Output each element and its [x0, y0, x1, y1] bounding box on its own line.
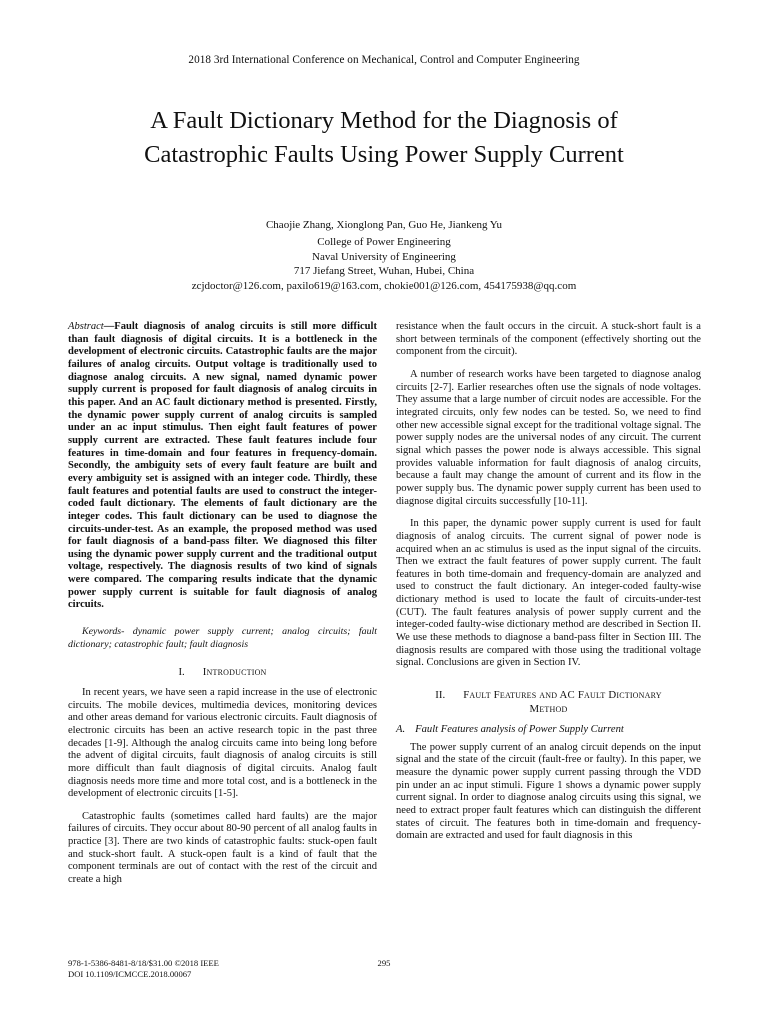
body-paragraph: The power supply current of an analog circuit depends on the input signal and the state of the circuit (fault-free or faulty). In this paper, we measure the dynamic power supply current passing through the VDD pin under an ac input stimuli. Figure 1 shows a dynamic power supply current signal. In order to diagnose analog circuits using this signal, we need to extract proper fault features which can distinguish the different states of circuit. The features both in time-domain and frequency-domain are extracted and used for fault diagnosis in this — [396, 741, 701, 842]
author-names: Chaojie Zhang, Xionglong Pan, Guo He, Jiankeng Yu — [265, 219, 503, 231]
body-paragraph: In this paper, the dynamic power supply current is used for fault diagnosis of analog circuits. The current signal of power node is acquired when an ac stimulus is used as the input signal of the circuits. Then we extract the fault features of power supply current. The fault features in both time-domain and frequency-domain are analyzed and used to construct the fault dictionary. An integer-coded faulty-wise dictionary method is used to locate the fault of circuits-under-test (CUT). The fault features analysis of power supply current and the integer-coded faulty-wise dictionary method are described in Section II. We use these methods to diagnose a band-pass filter in Section III. The diagnosis results are compared with those using the traditional voltage signal. Conclusions are given in Section IV. — [396, 518, 701, 669]
section-title: Introduction — [202, 665, 267, 678]
subsection-number: A. — [396, 724, 406, 736]
footer-isbn: 978-1-5386-8481-8/18/$31.00 ©2018 IEEE — [68, 958, 219, 968]
conference-header: 2018 3rd International Conference on Mechanical, Control and Computer Engineering — [188, 54, 580, 66]
author-block — [60, 218, 708, 293]
page-number: 295 — [377, 958, 391, 968]
subsection-title: Fault Features analysis of Power Supply Current — [415, 724, 624, 736]
footer-doi: DOI 10.1109/ICMCCE.2018.00067 — [68, 969, 192, 979]
right-column — [396, 321, 701, 853]
section-number: I. — [178, 665, 185, 678]
section-heading-introduction — [68, 665, 377, 679]
section-number: II. — [435, 689, 446, 702]
keywords: Keywords- dynamic power supply current; analog circuits; fault dictionary; catastrophic fault; fault diagnosis — [68, 626, 377, 650]
section-heading-fault-features — [396, 688, 701, 716]
affiliation-line: 717 Jiefang Street, Wuhan, Hubei, China — [293, 265, 475, 278]
section-title-line-1: Fault Features and AC Fault Dictionary — [463, 689, 662, 702]
title-line-1: A Fault Dictionary Method for the Diagnosis of — [150, 107, 618, 134]
affiliation-line: College of Power Engineering — [317, 236, 451, 249]
affiliation-line: Naval University of Engineering — [312, 250, 456, 263]
intro-paragraph: In recent years, we have seen a rapid increase in the use of electronic circuits. The mobile devices, multimedia devices, monitoring devices and other areas demand for various electronic circuits. Fault diagnosis of electronic circuits has been an active research topic in the past three decades [1-9]. Although the analog circuits came into being long before the advent of digital circuits, fault diagnosis of analog circuits is still more difficult than fault diagnosis of digital circuits. Analog fault diagnosis needs more time and more total cost, and is a bottleneck in the development of electronic circuits [1-5]. — [68, 686, 377, 800]
abstract-text: —Fault diagnosis of analog circuits is still more difficult than fault diagnosis of digital circuits. It is a bottleneck in the development of electronic circuits. Catastrophic faults are the major failures of analog circuits. Output voltage is traditionally used to diagnose analog circuits. A new signal, named dynamic power supply current is proposed for fault diagnosis of analog circuits in this paper. And an AC fault dictionary method is presented. Firstly, the dynamic power supply current of analog circuits is sampled under an ac input stimulus. Then eight fault features of power supply current are extracted. These fault features include four features in time-domain and four features in frequency-domain. Secondly, the ambiguity sets of every fault feature are built and every ambiguity set is assigned with an integer code. Thirdly, these fault features and potential faults are used to construct the integer-coded fault dictionary. The elements of fault dictionary are the integer codes. This fault dictionary can be used to diagnose the circuits-under-test. As an example, the proposed method was used for fault diagnosis of a band-pass filter. We diagnosed this filter using the dynamic power supply current and the traditional output voltage, respectively. The diagnosis results of two kind of signals were compared. The comparing results indicate that the dynamic power supply current is suitable for fault diagnosis of analog circuits. — [68, 321, 377, 611]
intro-paragraph: Catastrophic faults (sometimes called hard faults) are the major failures of circuits. They occur about 80-90 percent of all analog faults in practice [3]. There are two kinds of catastrophic faults: stuck-open fault and stuck-short fault. A stuck-open fault is a kind of fault that the component terminals are out of contact with the rest of the circuit and create a high — [68, 810, 377, 886]
paper-title — [60, 104, 708, 172]
left-column — [68, 321, 377, 897]
section-title-line-2: Method — [529, 703, 568, 716]
abstract — [68, 321, 377, 612]
subsection-heading — [396, 724, 701, 737]
author-emails: zcjdoctor@126.com, paxilo619@163.com, chokie001@126.com, 454175938@qq.com — [191, 279, 577, 292]
abstract-label: Abstract — [68, 321, 104, 332]
body-paragraph: resistance when the fault occurs in the circuit. A stuck-short fault is a short between terminals of the component (effectively shorting out the component from the circuit). — [396, 321, 701, 358]
body-paragraph: A number of research works have been targeted to diagnose analog circuits [2-7]. Earlier researches often use the signals of node voltages. They assume that a large number of circuit nodes are accessible. For the integrated circuits, only few nodes can be tested. So, we need to find other new accessible signal except for the traditional voltage signal. The power supply nodes are the universal nodes of any circuit. The current signal which passes the power node is always accessible. This signal provides valuable information for fault diagnosis of analog circuits, because a fault may change the amount of current and its flow in the power supply bus. The dynamic power supply current has been used to diagnose digital circuits successfully [10-11]. — [396, 368, 701, 507]
title-line-2: Catastrophic Faults Using Power Supply Current — [144, 141, 624, 168]
